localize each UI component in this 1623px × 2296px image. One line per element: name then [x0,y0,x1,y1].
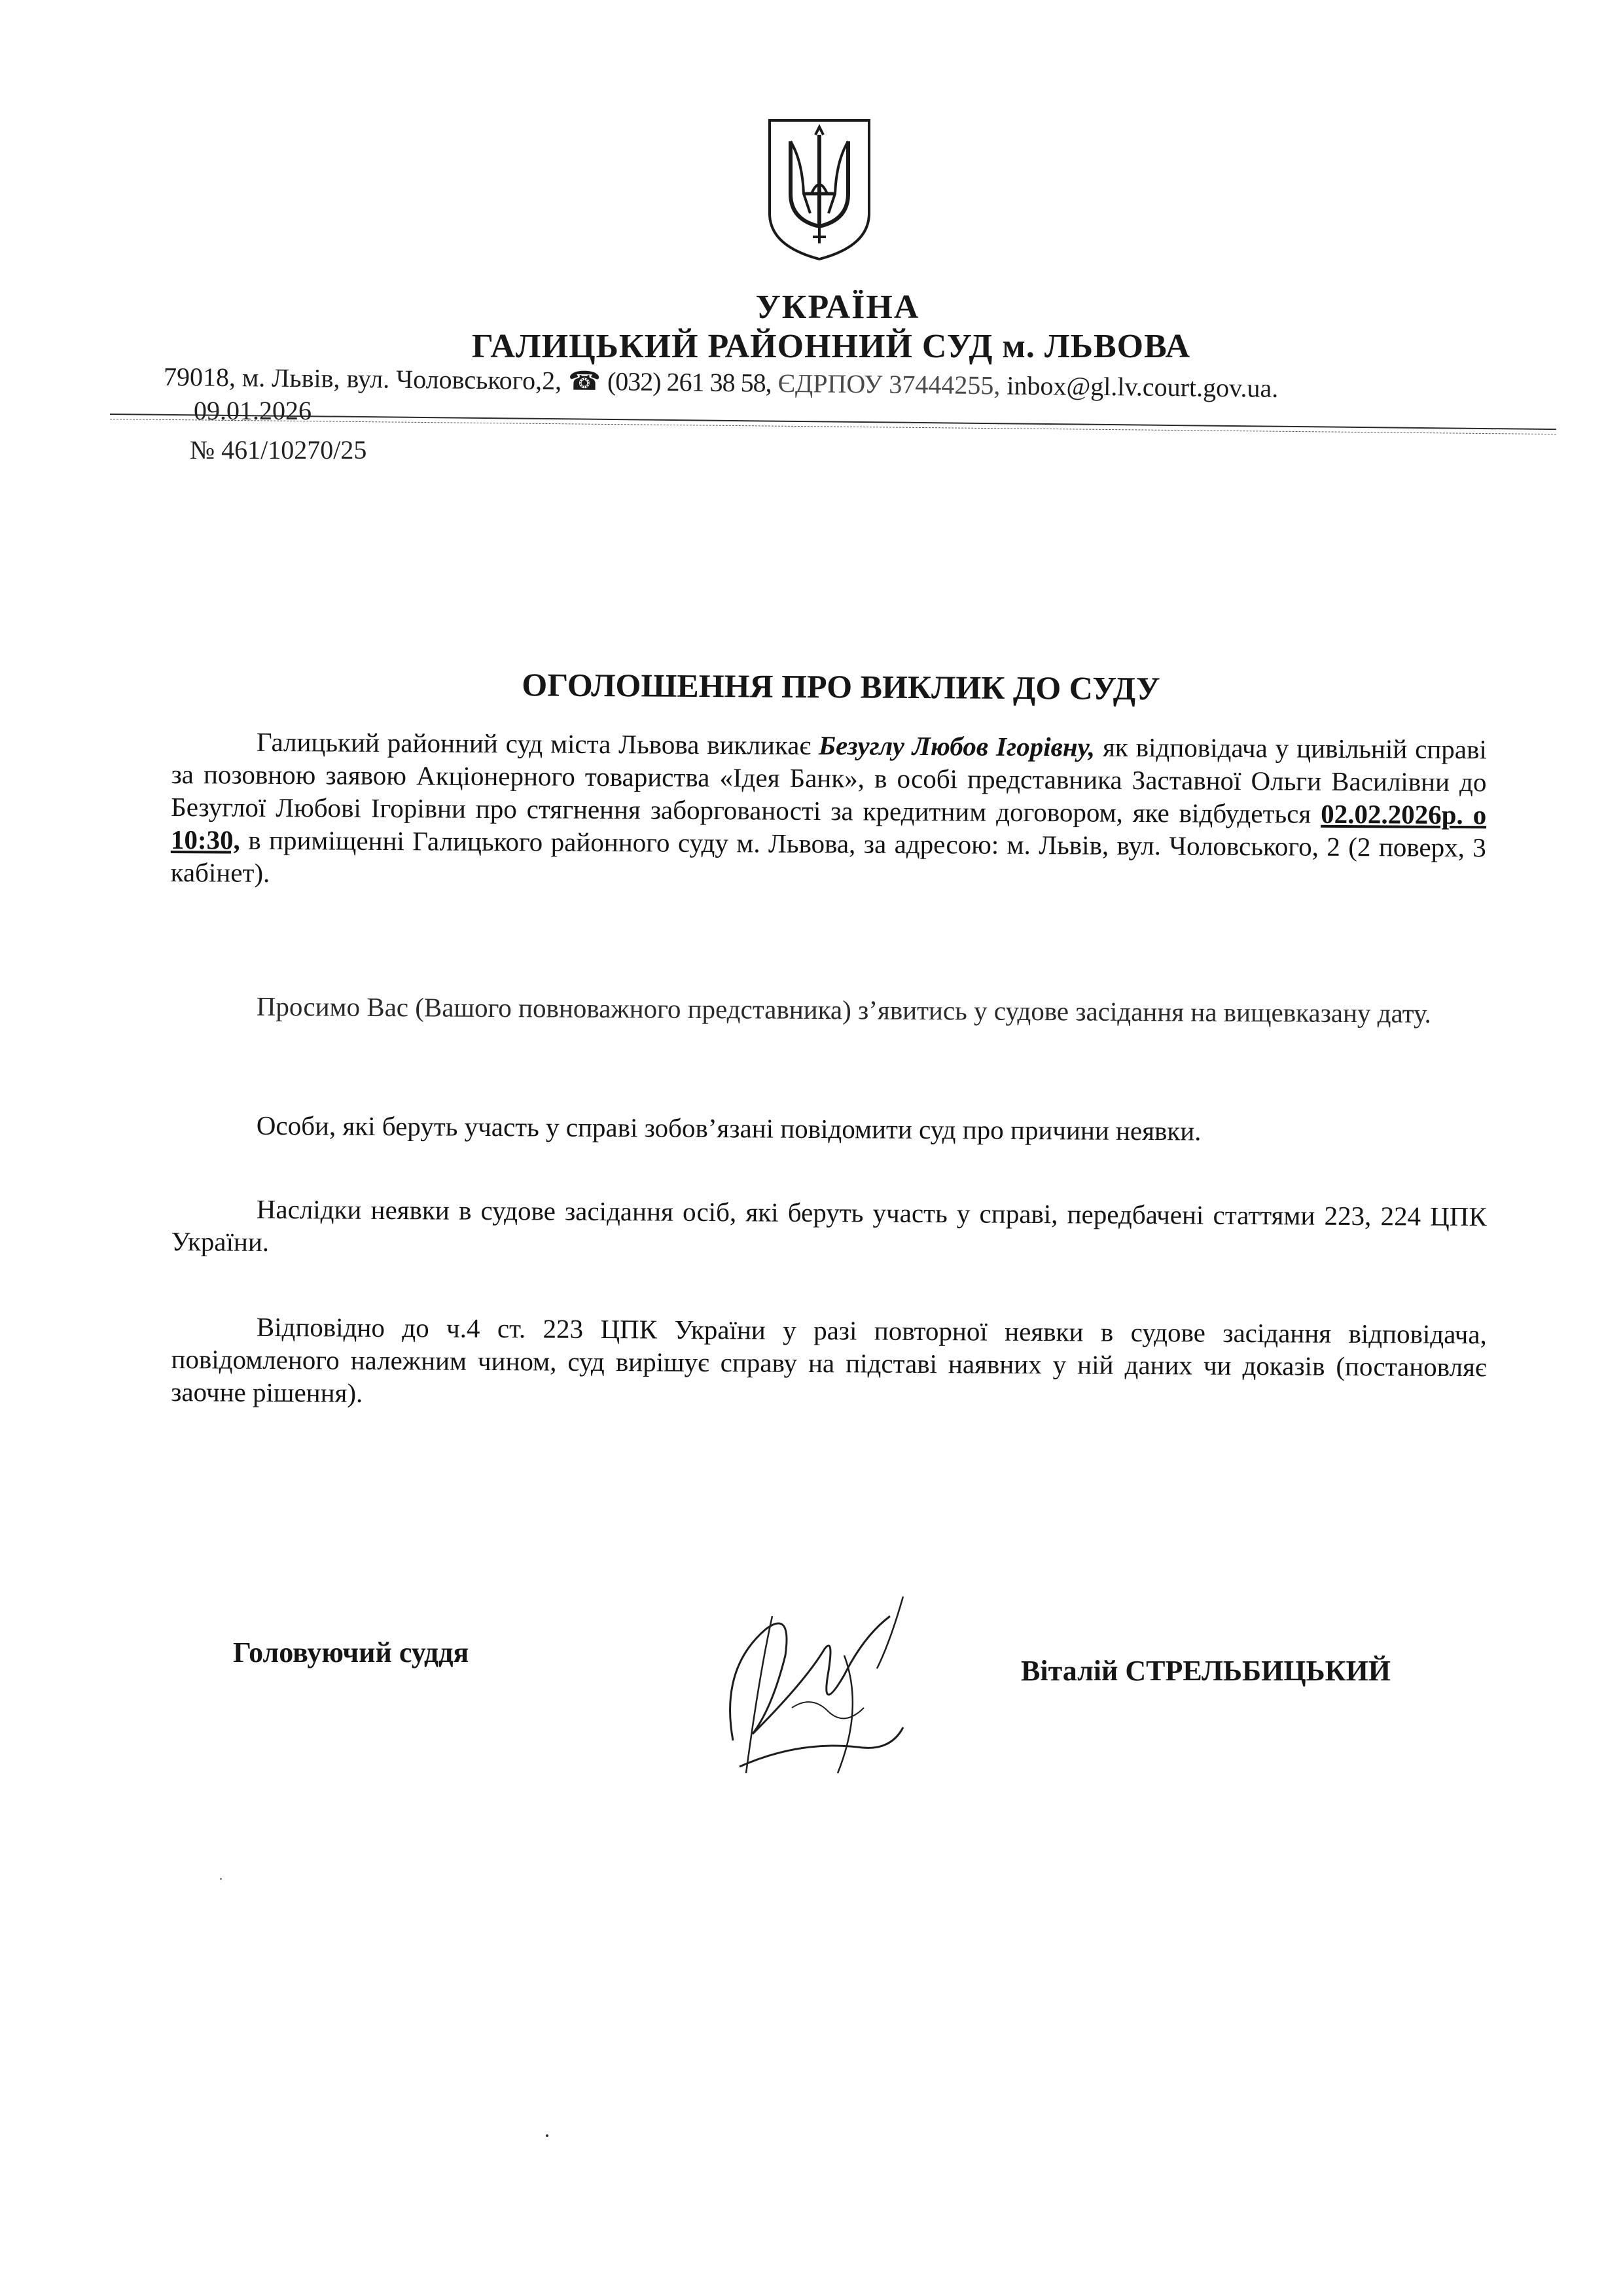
absence-notice-paragraph: Особи, які беруть участь у справі зобов’язані повідомити суд про причини неявки. [256,1110,1202,1146]
judge-name: Віталій СТРЕЛЬБИЦЬКИЙ [1021,1655,1391,1687]
document-title: ОГОЛОШЕННЯ ПРО ВИКЛИК ДО СУДУ [522,666,1160,707]
signatory-position: Головуючий суддя [233,1636,469,1669]
court-phone: (032) 261 38 58, [607,366,772,398]
case-number: № 461/10270/25 [190,435,367,465]
absence-consequences-paragraph: Наслідки неявки в судове засідання осіб, які беруть участь у справі, передбачені статтями 223, 224 ЦПК України. [171,1193,1487,1257]
scan-speck [546,2134,548,2137]
summons-location-text: в приміщенні Галицького районного суду м. Львова, за адресою: м. Львів, вул. Чоловського, 2 (2 поверх, 3 кабінет). [170,824,1487,888]
court-email: inbox@gl.lv.court.gov.ua. [1007,370,1279,403]
summons-paragraph [170,725,1486,896]
scan-speck [220,1878,222,1880]
defendant-name: Безуглу Любов Ігорівну, [818,730,1096,762]
appearance-request-paragraph: Просимо Вас (Вашого повноважного представника) з’явитись у судове засідання на вищевказану дату. [256,991,1431,1029]
court-contact-line [164,361,1279,404]
document-date: 09.01.2026 [194,396,312,425]
letterhead-divider [110,414,1556,430]
court-address: 79018, м. Львів, вул. Чоловського,2, [163,362,562,396]
summons-lead-text: Галицький районний суд міста Львова викликає [256,726,812,760]
coat-of-arms-icon [764,115,874,263]
telephone-icon: ☎ [567,366,601,396]
court-edrpou: ЄДРПОУ 37444255, [777,368,1001,400]
court-name-heading: ГАЛИЦЬКИЙ РАЙОННИЙ СУД м. ЛЬВОВА [471,328,1191,365]
country-heading: УКРАЇНА [755,289,920,326]
hearing-datetime: 02.02.2026р. о 10:30, [170,798,1487,855]
default-judgment-paragraph: Відповідно до ч.4 ст. 223 ЦПК України у разі повторної неявки в судове засідання відповідача, повідомленого належним чином, суд вирішує справу на підставі наявних у ній даних чи доказів (постановляє заочне рішення). [171,1311,1487,1408]
summons-case-text: як відповідача у цивільній справі за позовною заявою Акціонерного товариства «Ідея Банк», в особі представника Заставної Ольги Василівни до Безуглої Любові Ігорівни про стягнення заборгованості за кредитним договором, яке відбудеться [171,732,1487,829]
handwritten-signature-icon [694,1577,942,1793]
